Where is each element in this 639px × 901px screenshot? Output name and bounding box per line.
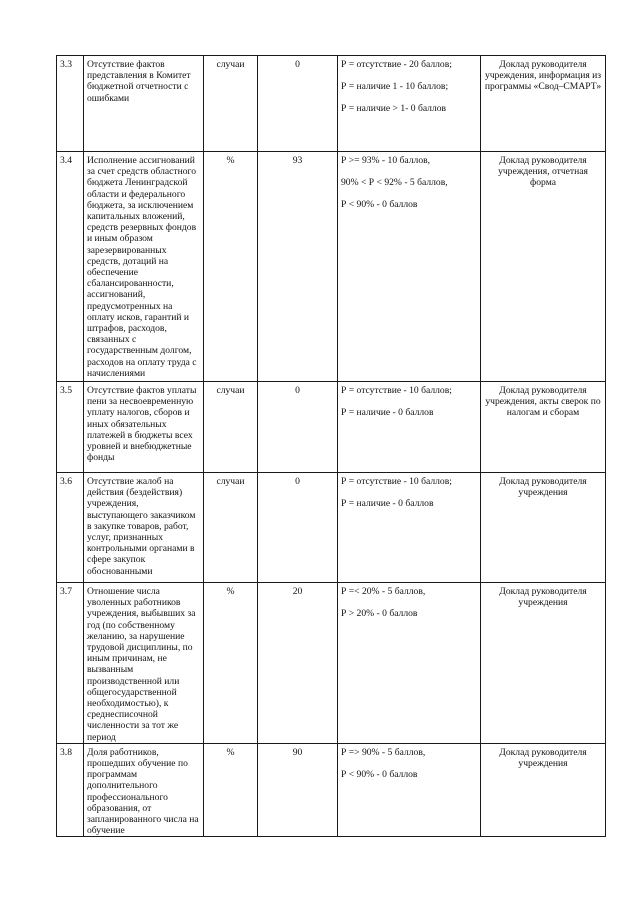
table-row: [57, 583, 606, 744]
text-line: год (по собственному: [87, 619, 175, 631]
unit-cell: случаи: [204, 473, 258, 583]
text-line: зарезервированных: [87, 244, 167, 256]
criterion-line: Р => 90% - 5 баллов,: [341, 746, 426, 758]
text-line: общегосударственной: [87, 686, 177, 698]
text-line: дополнительного: [87, 780, 158, 792]
text-line: Отсутствие фактов уплаты: [87, 385, 197, 396]
criterion-line: Р > 20% - 0 баллов: [341, 608, 418, 620]
source-cell: [481, 56, 606, 152]
unit-cell: %: [204, 583, 258, 744]
text-line: Доклад руководителя: [499, 476, 587, 487]
text-line: услуг, признанных: [87, 532, 164, 544]
text-line: представления в Комитет: [87, 70, 191, 82]
criterion-line: Р = отсутствие - 20 баллов;: [341, 59, 452, 70]
text-line: обеспечение: [87, 267, 139, 279]
table-row: [57, 56, 606, 152]
text-line: учреждения: [518, 597, 568, 609]
criteria-cell: [338, 743, 481, 837]
text-line: и иным образом: [87, 233, 153, 245]
text-line: предусмотренных на: [87, 300, 173, 312]
text-line: программам: [87, 769, 138, 781]
criterion-line: Р < 90% - 0 баллов: [341, 769, 418, 781]
source-cell: [481, 583, 606, 744]
row-number: 3.7: [57, 583, 84, 744]
text-line: численности за тот же: [87, 720, 179, 732]
text-line: ассигнований,: [87, 289, 146, 301]
criterion-line: Р = наличие > 1- 0 баллов: [341, 103, 447, 115]
value-cell: 0: [258, 382, 338, 473]
text-line: образования, от: [87, 802, 152, 814]
text-line: Доклад руководителя: [499, 746, 587, 758]
text-line: среднесписочной: [87, 709, 158, 721]
text-line: иным причинам, не: [87, 653, 167, 665]
text-line: штрафов, расходов,: [87, 323, 167, 335]
text-line: контрольными органами в: [87, 543, 195, 555]
text-line: фонды: [87, 452, 115, 464]
text-line: Доклад руководителя: [499, 155, 587, 166]
criterion-line: Р = отсутствие - 10 баллов;: [341, 476, 452, 487]
text-line: связанных с: [87, 334, 137, 346]
text-line: учреждения: [518, 758, 568, 770]
text-line: пени за несвоевременную: [87, 396, 194, 408]
text-line: Отсутствие фактов: [87, 59, 165, 70]
indicator-cell: [84, 473, 204, 583]
text-line: за счет средств областного: [87, 166, 196, 178]
text-line: программы «Свод–СМАРТ»: [484, 81, 602, 93]
text-line: платежей в бюджеты всех: [87, 429, 193, 441]
text-line: сфере закупок: [87, 554, 146, 566]
source-cell: [481, 743, 606, 837]
text-line: учреждения,: [87, 498, 139, 510]
text-line: области и федерального: [87, 188, 186, 200]
value-cell: 93: [258, 152, 338, 382]
text-line: ошибками: [87, 92, 130, 104]
indicator-cell: [84, 382, 204, 473]
text-line: период: [87, 731, 116, 743]
text-line: прошедших обучение по: [87, 758, 188, 770]
table-row: [57, 473, 606, 583]
text-line: Доклад руководителя: [499, 385, 587, 396]
text-line: уплату налогов, сборов и: [87, 407, 190, 419]
text-line: Отношение числа: [87, 586, 160, 597]
text-line: Исполнение ассигнований: [87, 155, 195, 166]
text-line: Доля работников,: [87, 746, 159, 758]
row-number: 3.5: [57, 382, 84, 473]
row-number: 3.6: [57, 473, 84, 583]
criterion-line: Р >= 93% - 10 баллов,: [341, 155, 431, 166]
text-line: учреждения, информация из: [484, 70, 602, 82]
indicator-cell: [84, 583, 204, 744]
text-line: учреждения, выбывших за: [87, 608, 196, 620]
text-line: обучение: [87, 825, 125, 837]
source-cell: [481, 382, 606, 473]
unit-cell: случаи: [204, 382, 258, 473]
unit-cell: %: [204, 743, 258, 837]
criteria-cell: [338, 473, 481, 583]
text-line: бюджета Ленинградской: [87, 177, 188, 189]
text-line: профессионального: [87, 791, 168, 803]
text-line: запланированного числа на: [87, 814, 199, 826]
criteria-cell: [338, 56, 481, 152]
text-line: средств резервных фондов: [87, 222, 197, 234]
text-line: налогам и сборам: [506, 407, 580, 419]
table-body: [57, 56, 606, 837]
criterion-line: Р = наличие - 0 баллов: [341, 498, 434, 510]
text-line: сбалансированности,: [87, 278, 174, 290]
unit-cell: случаи: [204, 56, 258, 152]
text-line: производственной или: [87, 675, 180, 687]
value-cell: 0: [258, 56, 338, 152]
text-line: действия (бездействия): [87, 487, 183, 499]
row-number: 3.8: [57, 743, 84, 837]
text-line: вызванным: [87, 664, 134, 676]
row-number: 3.3: [57, 56, 84, 152]
text-line: в закупке товаров, работ,: [87, 520, 189, 532]
value-cell: 90: [258, 743, 338, 837]
criterion-line: Р =< 20% - 5 баллов,: [341, 586, 426, 597]
text-line: выступающего заказчиком: [87, 509, 196, 521]
text-line: учреждения, отчетная форма: [498, 166, 588, 189]
text-line: учреждения, акты сверок по: [485, 396, 601, 408]
text-line: уровней и внебюджетные: [87, 441, 192, 453]
criteria-cell: [338, 583, 481, 744]
indicator-cell: [84, 152, 204, 382]
table-row: [57, 152, 606, 382]
text-line: государственным долгом,: [87, 345, 192, 357]
criterion-line: 90% < Р < 92% - 5 баллов,: [341, 177, 448, 189]
text-line: необходимостью), к: [87, 698, 169, 710]
text-line: уволенных работников: [87, 597, 181, 609]
row-number: 3.4: [57, 152, 84, 382]
text-line: желанию, за нарушение: [87, 630, 185, 642]
text-line: расходов на оплату труда с: [87, 356, 197, 368]
text-line: средств, дотаций на: [87, 255, 169, 267]
text-line: Доклад руководителя: [499, 586, 587, 597]
criteria-table: [56, 55, 606, 837]
criteria-cell: [338, 382, 481, 473]
text-line: трудовой дисциплины, по: [87, 642, 193, 654]
text-line: учреждения: [518, 487, 568, 499]
text-line: обоснованными: [87, 565, 153, 577]
source-cell: [481, 152, 606, 382]
text-line: Отсутствие жалоб на: [87, 476, 174, 487]
indicator-cell: [84, 56, 204, 152]
criterion-line: Р < 90% - 0 баллов: [341, 199, 418, 211]
text-line: бюджета, за исключением: [87, 199, 194, 211]
criterion-line: Р = наличие - 0 баллов: [341, 407, 434, 419]
table-row: [57, 743, 606, 837]
text-line: иных обязательных: [87, 418, 167, 430]
criteria-cell: [338, 152, 481, 382]
value-cell: 20: [258, 583, 338, 744]
criterion-line: Р = наличие 1 - 10 баллов;: [341, 81, 449, 93]
source-cell: [481, 473, 606, 583]
unit-cell: %: [204, 152, 258, 382]
text-line: оплату исков, гарантий и: [87, 311, 190, 323]
text-line: бюджетной отчетности с: [87, 81, 189, 93]
text-line: начислениями: [87, 367, 146, 379]
indicator-cell: [84, 743, 204, 837]
value-cell: 0: [258, 473, 338, 583]
criterion-line: Р = отсутствие - 10 баллов;: [341, 385, 452, 396]
table-row: [57, 382, 606, 473]
text-line: Доклад руководителя: [499, 59, 587, 70]
text-line: капитальных вложений,: [87, 211, 185, 223]
